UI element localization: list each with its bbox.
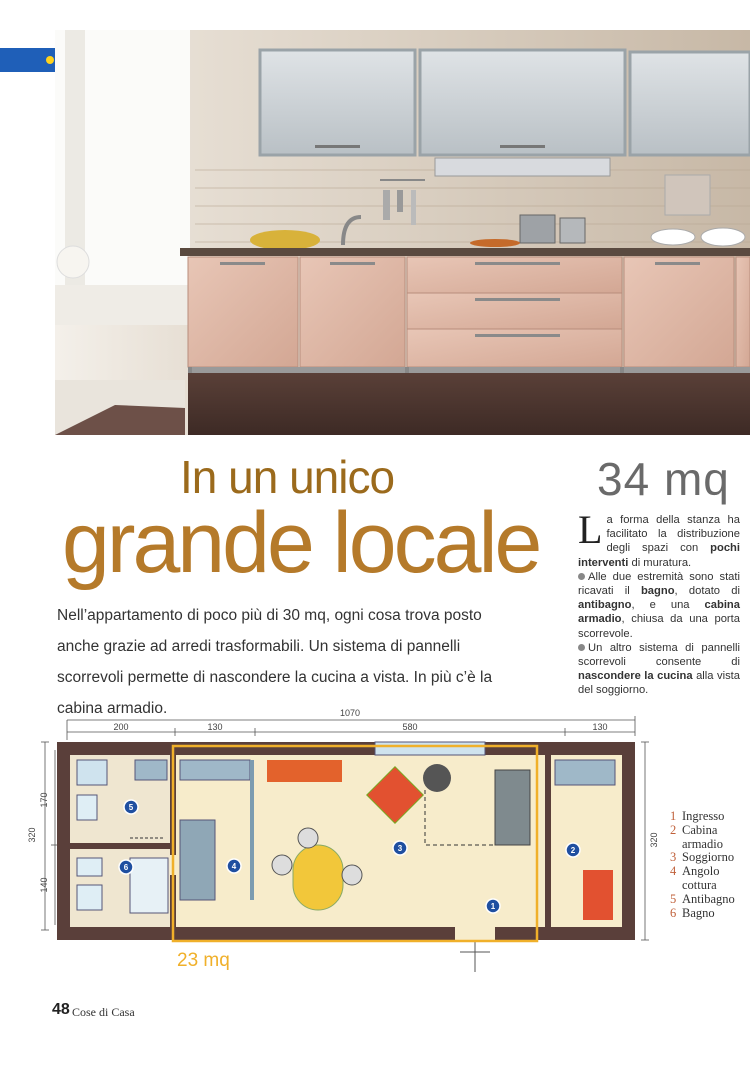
page-title-line1: In un unico (180, 451, 395, 503)
floor-plan (25, 708, 665, 990)
legend-number: 4 (670, 864, 677, 879)
marker-6-label: 6 (123, 863, 129, 872)
sidebar-text (578, 507, 741, 698)
text-run: a forma della stanza ha facilitato la distribuzione degli spazi con (606, 514, 740, 555)
legend-label-cont: cottura (682, 877, 717, 892)
text-run: alla vista del soggiorno. (578, 670, 740, 697)
marker-5-label: 5 (128, 803, 134, 812)
legend-item (670, 893, 735, 907)
text-run: di muratura. (628, 556, 692, 569)
legend-label: Antibagno (682, 891, 735, 906)
text-run: Un altro sistema di pannelli scorrevoli consente di (578, 641, 740, 669)
text-run: , dotato di (674, 585, 741, 598)
legend-label: Bagno (682, 905, 715, 920)
legend-label: Angolo (682, 864, 720, 879)
bullet-icon (578, 644, 585, 651)
legend-number: 3 (670, 850, 677, 865)
plan-legend (670, 810, 735, 920)
legend-label: Soggiorno (682, 850, 735, 865)
legend-item (670, 810, 735, 824)
bullet-icon (578, 573, 585, 580)
legend-item (670, 851, 735, 865)
page-number: 48 (52, 1001, 70, 1018)
sidebar-paragraph-3 (578, 641, 740, 698)
legend-label: Ingresso (682, 809, 725, 823)
marker-2-label: 2 (570, 846, 576, 855)
dim-d: 130 (592, 722, 608, 732)
legend-item (670, 865, 735, 879)
dim-a: 200 (113, 722, 129, 732)
text-run: , chiusa da una porta scorrevole. (578, 613, 740, 640)
area-heading: 34 mq (597, 453, 730, 505)
legend-item (670, 907, 735, 921)
text-run: , e una (631, 599, 705, 612)
sidebar-paragraph-1 (578, 507, 740, 570)
legend-number: 1 (670, 809, 677, 823)
text-run: Alle due estremità sono stati ricavati il (578, 570, 740, 598)
area-label: 23 mq (177, 950, 230, 971)
magazine-name: Cose di Casa (72, 1005, 135, 1019)
dim-total: 1070 (339, 708, 361, 718)
text-bold: nascondere la cucina (578, 670, 693, 683)
drop-cap: L (578, 507, 603, 552)
dim-h-right: 320 (649, 832, 659, 848)
legend-label: Cabina (682, 822, 718, 837)
legend-label-cont: armadio (682, 836, 723, 851)
floor-plan-drawing (25, 708, 665, 990)
legend-number: 5 (670, 891, 677, 906)
text-bold: bagno (640, 585, 675, 598)
lead-paragraph: Nell’appartamento di poco più di 30 mq, ogni cosa trova posto anche grazie ad arredi trasformabili. Un sistema di pannelli scorrevoli permette di nascondere la cucina a vista. In più c’è la cabina armadio. (57, 607, 493, 717)
legend-number: 2 (670, 822, 677, 837)
kitchen-photo (55, 30, 750, 435)
dim-h1: 170 (39, 792, 49, 808)
page-title-line2: grande locale (62, 495, 540, 591)
legend-item (670, 824, 735, 838)
marker-3-label: 3 (397, 844, 403, 853)
text-bold: antibagno (578, 599, 632, 612)
dim-c: 580 (402, 722, 418, 732)
dim-h-left: 320 (27, 827, 37, 843)
text-bold: pochi interventi (578, 542, 740, 569)
marker-4-label: 4 (231, 862, 237, 871)
legend-number: 6 (670, 905, 677, 920)
dim-h2: 140 (39, 877, 49, 893)
bullet-icon (46, 56, 54, 64)
text-bold: cabina armadio (578, 599, 740, 626)
dim-b: 130 (207, 722, 223, 732)
kitchen-illustration (55, 30, 750, 435)
sidebar-paragraph-2 (578, 570, 740, 641)
marker-1-label: 1 (490, 902, 496, 911)
